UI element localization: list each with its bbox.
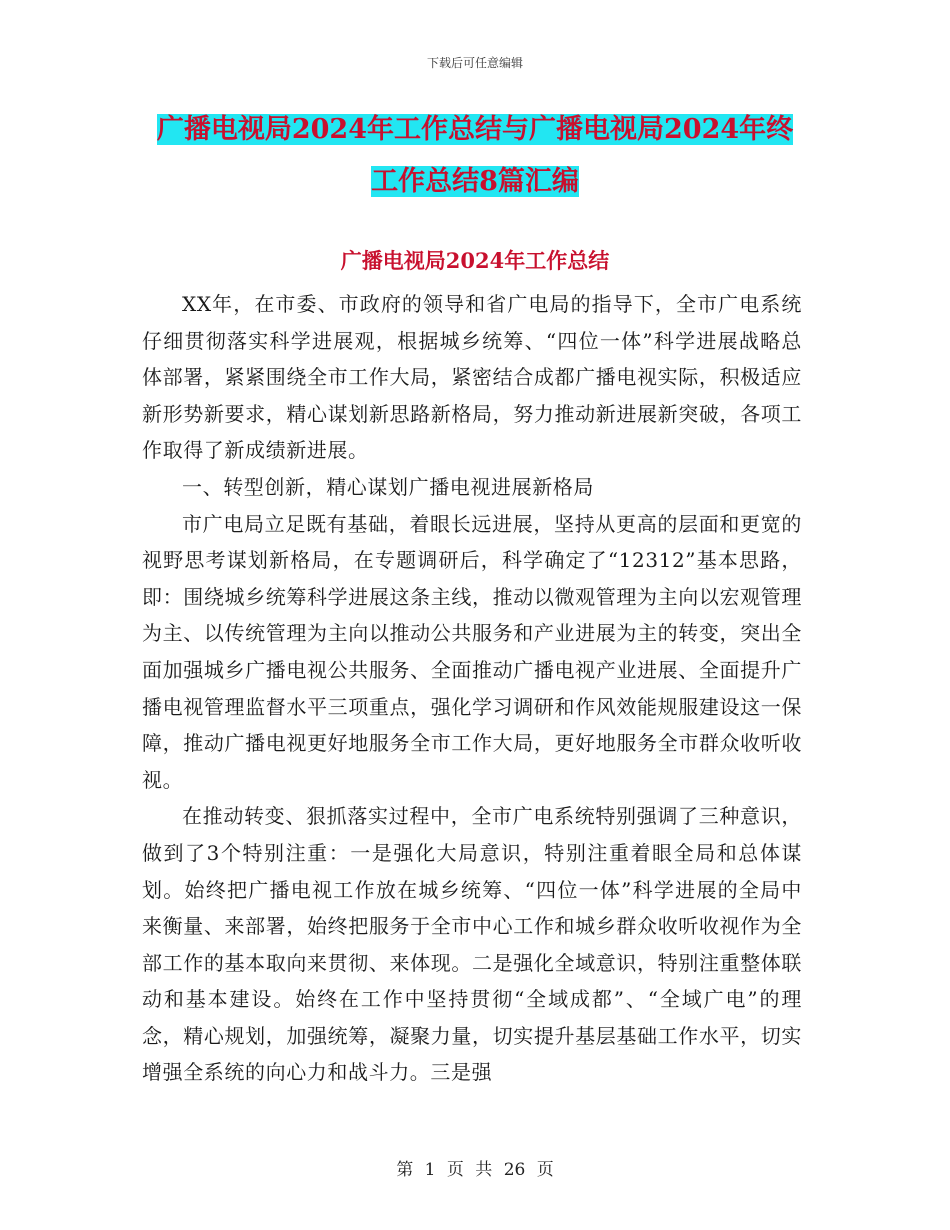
body-text: [142, 286, 802, 1091]
document-title-line-2: 工作总结8篇汇编: [371, 166, 579, 197]
page-footer: 第 1 页 共 26 页: [396, 1160, 554, 1180]
paragraph-strategy: 市广电局立足既有基础，着眼长远进展，坚持从更高的层面和更宽的视野思考谋划新格局，在专题调研后，科学确定了“12312”基本思路，即：围绕城乡统筹科学进展这条主线，推动以微观管理为主向以宏观管理为主、以传统管理为主向以推动公共服务和产业进展为主的转变，突出全面加强城乡广播电视公共服务、全面推动广播电视产业进展、全面提升广播电视管理监督水平三项重点，强化学习调研和作风效能规服建设这一保障，推动广播电视更好地服务全市工作大局，更好地服务全市群众收听收视。: [142, 511, 802, 792]
header-note: 下载后可任意编辑: [426, 56, 523, 70]
paragraph-awareness: 在推动转变、狠抓落实过程中，全市广电系统特别强调了三种意识，做到了3个特别注重：一是强化大局意识，特别注重着眼全局和总体谋划。始终把广播电视工作放在城乡统筹、“四位一体”科学进展的全局中来衡量、来部署，始终把服务于全市中心工作和城乡群众收听收视作为全部工作的基本取向来贯彻、来体现。二是强化全域意识，特别注重整体联动和基本建设。始终在工作中坚持贯彻“全域成都”、“全域广电”的理念，精心规划，加强统筹，凝聚力量，切实提升基层基础工作水平，切实增强全系统的向心力和战斗力。三是强: [142, 804, 802, 1085]
document-title: [150, 104, 800, 208]
section-title: 广播电视局2024年工作总结: [340, 248, 610, 273]
document-title-line-1: 广播电视局2024年工作总结与广播电视局2024年终: [156, 114, 794, 145]
paragraph-heading-1: 一、转型创新，精心谋划广播电视进展新格局: [182, 474, 594, 499]
paragraph-intro: XX年，在市委、市政府的领导和省广电局的指导下，全市广电系统仔细贯彻落实科学进展观，根据城乡统筹、“四位一体”科学进展战略总体部署，紧紧围绕全市工作大局，紧密结合成都广播电视实际，积极适应新形势新要求，精心谋划新思路新格局，努力推动新进展新突破，各项工作取得了新成绩新进展。: [142, 292, 802, 463]
